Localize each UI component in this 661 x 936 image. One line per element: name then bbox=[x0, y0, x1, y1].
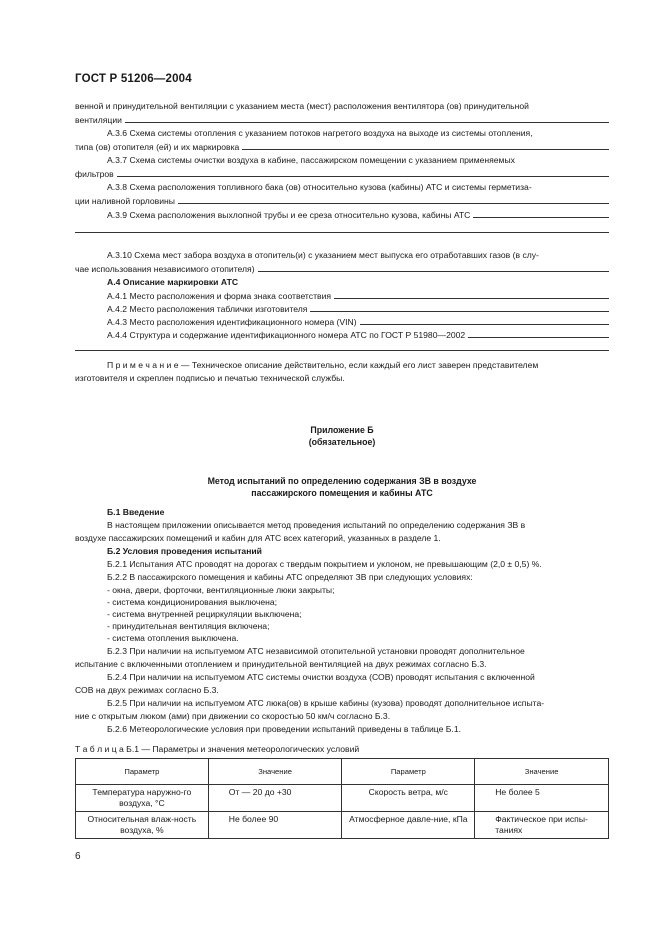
appendix-status: (обязательное) bbox=[308, 437, 376, 447]
line-label: ции наливной горловины bbox=[75, 196, 175, 206]
table-cell: Не более 90 bbox=[208, 812, 342, 839]
fill-line bbox=[107, 329, 609, 341]
appendix-heading: Метод испытаний по определению содержания ЗВ в воздухе bbox=[207, 476, 477, 486]
blank-rule bbox=[473, 209, 609, 218]
text-line: В настоящем приложении описывается метод проведения испытаний по определению содержания ЗВ в bbox=[107, 520, 526, 530]
list-item: - система кондиционирования выключена; bbox=[107, 597, 278, 607]
list-item: - окна, двери, форточки, вентиляционные люки закрыты; bbox=[107, 585, 335, 595]
text-line: Б.2.4 При наличии на испытуемом АТС системы очистки воздуха (СОВ) проводят испытания с включенной bbox=[107, 672, 535, 682]
fill-line bbox=[75, 114, 609, 126]
note-text: — Техническое описание действительно, если каждый его лист заверен представителем bbox=[178, 360, 539, 370]
text-line: Б.2.6 Метеорологические условия при проведении испытаний приведены в таблице Б.1. bbox=[107, 724, 461, 734]
table-header-row bbox=[76, 759, 609, 785]
page-number: 6 bbox=[75, 851, 81, 862]
section-heading: Б.1 Введение bbox=[107, 507, 165, 517]
fill-line bbox=[75, 168, 609, 180]
text-line: Б.2.5 При наличии на испытуемом АТС люка(ов) в крыше кабины (кузова) проводят дополнительное испыта- bbox=[107, 698, 545, 708]
text-line: воздухе пассажирских помещений и кабин для АТС всех категорий, указанных в разделе 1. bbox=[75, 533, 441, 543]
blank-rule bbox=[334, 290, 609, 299]
table-cell: Температура наружно-го воздуха, °С bbox=[76, 785, 209, 812]
blank-rule bbox=[360, 316, 609, 325]
text-line: Б.2.2 В пассажирского помещения и кабины АТС определяют ЗВ при следующих условиях: bbox=[107, 572, 473, 582]
blank-rule bbox=[468, 329, 609, 338]
table-caption-label: Т а б л и ц а bbox=[75, 744, 124, 754]
line-label: типа (ов) отопителя (ей) и их маркировка bbox=[75, 142, 240, 152]
fill-line bbox=[107, 209, 609, 221]
fill-line bbox=[107, 290, 609, 302]
document-header: ГОСТ Р 51206—2004 bbox=[75, 73, 192, 85]
line-label: вентиляции bbox=[75, 115, 122, 125]
table-cell: Относительная влаж-ность воздуха, % bbox=[76, 812, 209, 839]
list-item: - принудительная вентиляция включена; bbox=[107, 621, 270, 631]
line-label: А.3.9 Схема расположения выхлопной трубы и ее среза относительно кузова, кабины АТС bbox=[107, 210, 471, 220]
table-caption bbox=[75, 744, 359, 755]
note-line: изготовителя и скреплен подписью и печатью технической службы. bbox=[75, 373, 345, 383]
fill-line bbox=[107, 316, 609, 328]
blank-rule bbox=[258, 263, 609, 272]
blank-rule bbox=[310, 303, 609, 312]
text-line: А.3.6 Схема системы отопления с указанием потоков нагретого воздуха на выходе из системы отопления, bbox=[107, 128, 533, 138]
section-heading: Б.2 Условия проведения испытаний bbox=[107, 546, 262, 556]
note-line bbox=[107, 360, 538, 371]
blank-rule bbox=[117, 168, 609, 177]
blank-rule bbox=[125, 114, 609, 123]
text-line: ние с открытым люком (ами) при движении со скоростью 50 км/ч согласно Б.3. bbox=[75, 711, 391, 721]
line-label: А.4.3 Место расположения идентификационного номера (VIN) bbox=[107, 317, 357, 327]
list-item: - система внутренней рециркуляции выключена; bbox=[107, 609, 302, 619]
table-header-cell: Значение bbox=[475, 759, 609, 785]
blank-rule bbox=[178, 195, 609, 204]
table-cell: Фактическое при испы-таниях bbox=[475, 812, 609, 839]
meteo-table bbox=[75, 758, 609, 839]
appendix-heading: пассажирского помещения и кабины АТС bbox=[251, 488, 433, 498]
table-cell: Не более 5 bbox=[475, 785, 609, 812]
blank-rule bbox=[75, 350, 609, 351]
table-caption-text: Б.1 — Параметры и значения метеорологических условий bbox=[123, 744, 360, 754]
line-label: чае использования независимого отопителя) bbox=[75, 264, 255, 274]
text-line: венной и принудительной вентиляции с указанием места (мест) расположения вентилятора (ов) принудительной bbox=[75, 101, 529, 111]
text-line: А.3.10 Схема мест забора воздуха в отопитель(и) с указанием мест выпуска его отработавших газов (в слу- bbox=[107, 250, 539, 260]
table-header-cell: Параметр bbox=[342, 759, 475, 785]
fill-line bbox=[75, 263, 609, 275]
blank-rule bbox=[242, 141, 609, 150]
table-header-cell: Параметр bbox=[76, 759, 209, 785]
table-cell: Атмосферное давле-ние, кПа bbox=[342, 812, 475, 839]
blank-rule bbox=[75, 232, 609, 233]
fill-line bbox=[75, 195, 609, 207]
text-line: Б.2.3 При наличии на испытуемом АТС независимой отопительной установки проводят дополнительное bbox=[107, 646, 525, 656]
text-line: испытание с включенными отоплением и принудительной вентиляцией на двух режимах согласно Б.3. bbox=[75, 659, 487, 669]
text-line: А.3.8 Схема расположения топливного бака (ов) относительно кузова (кабины) АТС и системы герметиза- bbox=[107, 182, 532, 192]
line-label: А.4.4 Структура и содержание идентификационного номера АТС по ГОСТ Р 51980—2002 bbox=[107, 330, 466, 340]
table-row bbox=[76, 812, 609, 839]
line-label: А.4.1 Место расположения и форма знака соответствия bbox=[107, 291, 332, 301]
note-label: П р и м е ч а н и е bbox=[107, 360, 179, 370]
table-cell: Скорость ветра, м/с bbox=[342, 785, 475, 812]
table-row bbox=[76, 785, 609, 812]
list-item: - система отопления выключена. bbox=[107, 633, 239, 643]
table-header-cell: Значение bbox=[208, 759, 342, 785]
fill-line bbox=[75, 141, 609, 153]
text-line: Б.2.1 Испытания АТС проводят на дорогах с твердым покрытием и уклоном, не превышающим (2,0 ± 0,5) %. bbox=[107, 559, 542, 569]
appendix-title: Приложение Б bbox=[310, 425, 374, 435]
line-label: фильтров bbox=[75, 169, 114, 179]
section-heading: А.4 Описание маркировки АТС bbox=[107, 277, 239, 287]
text-line: СОВ на двух режимах согласно Б.3. bbox=[75, 685, 219, 695]
line-label: А.4.2 Место расположения таблички изготовителя bbox=[107, 304, 308, 314]
table-cell: От — 20 до +30 bbox=[208, 785, 342, 812]
fill-line bbox=[107, 303, 609, 315]
text-line: А.3.7 Схема системы очистки воздуха в кабине, пассажирском помещении с указанием применяемых bbox=[107, 155, 515, 165]
